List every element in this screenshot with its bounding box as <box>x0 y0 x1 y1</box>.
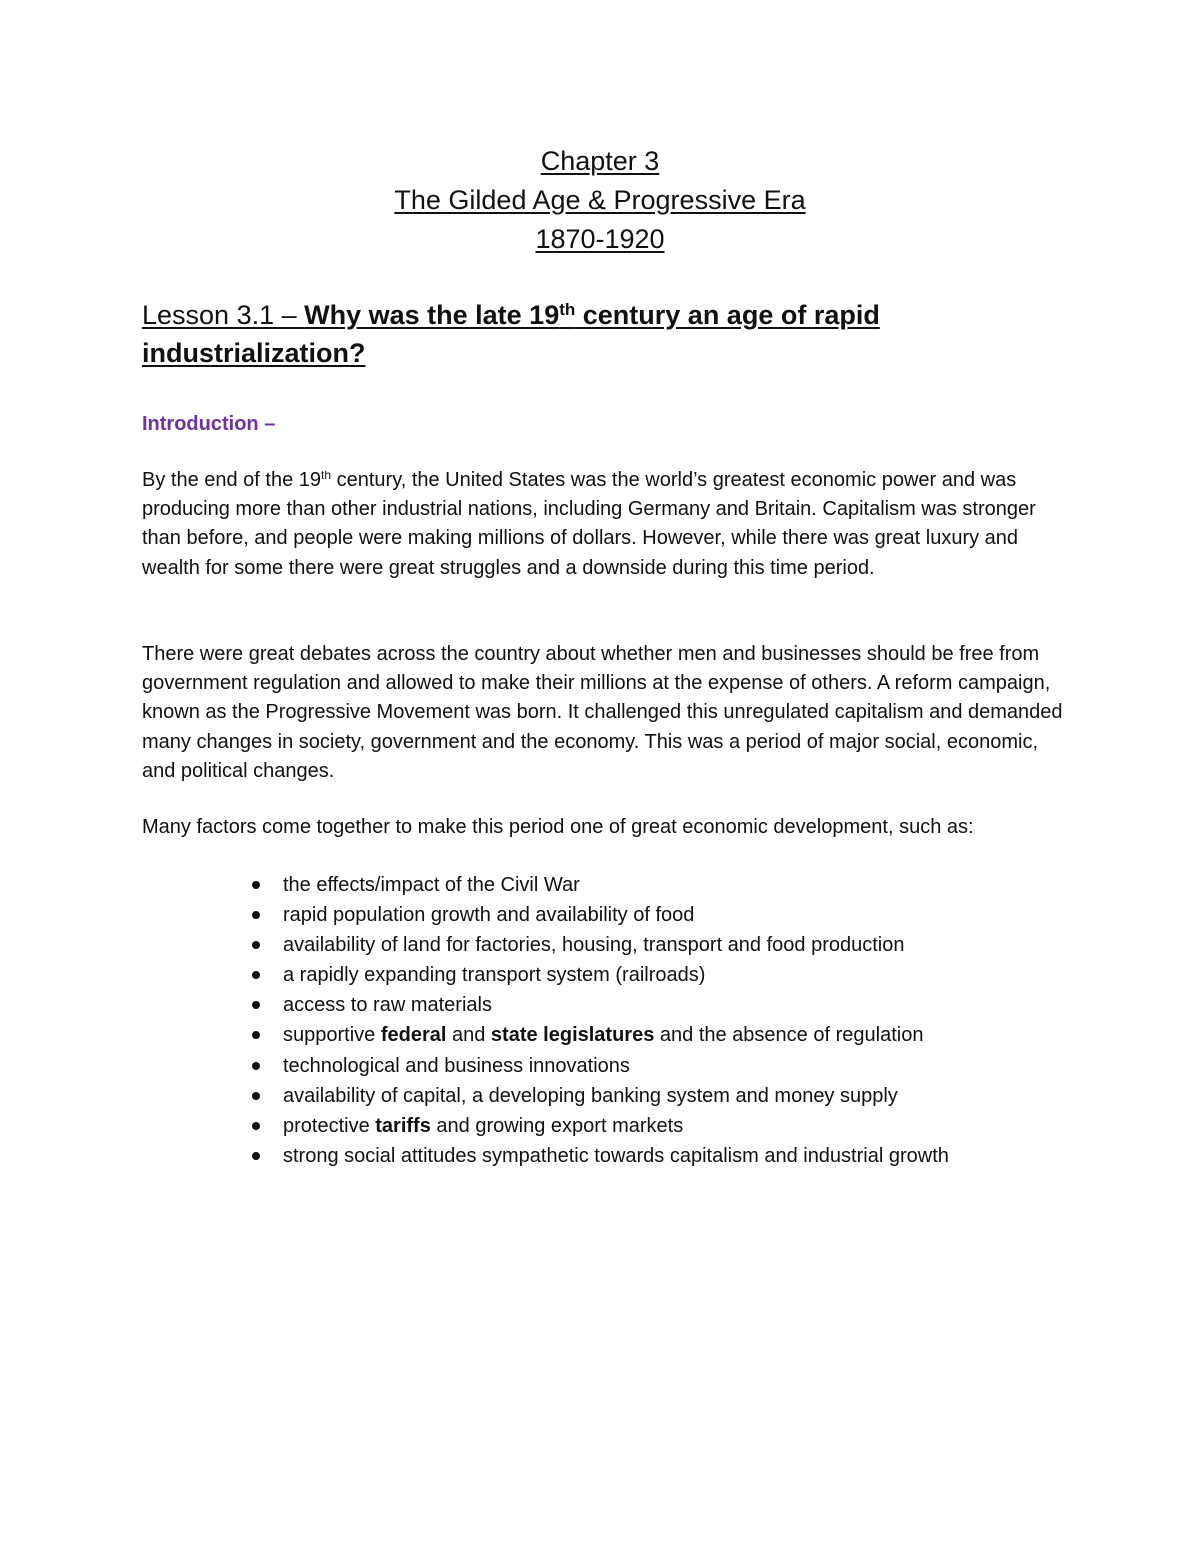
factors-intro: Many factors come together to make this period one of great economic development, such as: <box>142 816 974 838</box>
bold-term-tariffs: tariffs <box>375 1114 431 1137</box>
bullet-icon <box>252 1092 260 1100</box>
list-item: supportive federal and state legislatures and the absence of regulation <box>250 1020 1100 1050</box>
intro-paragraph-2: There were great debates across the country about whether men and businesses should be free from government regulation and allowed to make their millions at the expense of others. A reform campaign, known as the Progressive Movement was born. It challenged this unregulated capitalism and demanded many changes in society, government and the economy. This was a period of major social, economic, and political changes. <box>142 643 1063 782</box>
bullet-icon <box>252 1122 260 1130</box>
intro-paragraph-1 <box>142 466 1072 583</box>
lesson-heading <box>142 296 1042 372</box>
lesson-label: Lesson 3.1 – <box>142 300 305 330</box>
bullet-icon <box>252 1001 260 1009</box>
bullet-icon <box>252 911 260 919</box>
bold-term-state-legislatures: state legislatures <box>490 1024 655 1047</box>
list-item: availability of capital, a developing banking system and money supply <box>250 1081 1100 1111</box>
p1-text-a: By the end of the 19 <box>142 469 322 491</box>
bold-term-federal: federal <box>380 1024 447 1047</box>
lesson-question-part1: Why was the late 19 <box>304 300 560 330</box>
p1-sup: th <box>321 468 332 482</box>
introduction-heading: Introduction – <box>142 413 276 435</box>
lesson-question-sup: th <box>559 300 576 319</box>
list-item: strong social attitudes sympathetic towards capitalism and industrial growth <box>250 1141 1100 1171</box>
bullet-icon <box>252 881 260 889</box>
p1-text-b: century, the United States was the world’s greatest economic power and was producing more than other industrial nations, including Germany and Britain. Capitalism was stronger than before, and people were making millions of dollars. However, while there was great luxury and wealth for some there were great struggles and a downside during this time period. <box>142 469 1036 579</box>
chapter-title: The Gilded Age & Progressive Era <box>394 185 806 215</box>
list-item: protective tariffs and growing export markets <box>250 1111 1100 1141</box>
bullet-icon <box>252 941 260 949</box>
lesson-question-part3: industrialization? <box>142 338 366 368</box>
list-item: availability of land for factories, housing, transport and food production <box>250 930 1100 960</box>
list-item: rapid population growth and availability of food <box>250 900 1100 930</box>
chapter-years: 1870-1920 <box>535 224 665 254</box>
lesson-question-part2: century an age of rapid <box>575 300 880 330</box>
bullet-icon <box>252 1062 260 1070</box>
factors-list <box>250 870 1100 1171</box>
list-item: a rapidly expanding transport system (railroads) <box>250 960 1100 990</box>
bullet-icon <box>252 1152 260 1160</box>
list-item: the effects/impact of the Civil War <box>250 870 1100 900</box>
bullet-icon <box>252 971 260 979</box>
chapter-title-block <box>0 142 1200 259</box>
bullet-icon <box>252 1031 260 1039</box>
list-item: technological and business innovations <box>250 1051 1100 1081</box>
list-item: access to raw materials <box>250 990 1100 1020</box>
chapter-number: Chapter 3 <box>540 146 660 176</box>
